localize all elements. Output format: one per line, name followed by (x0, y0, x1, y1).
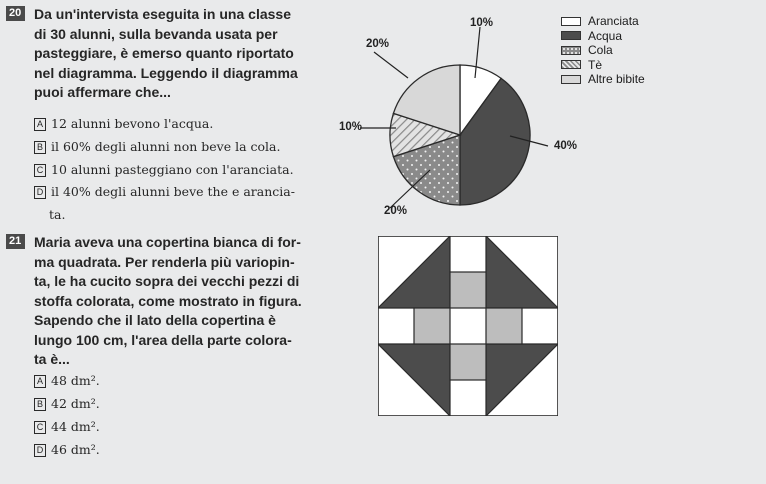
option-text: 12 alunni bevono l'acqua. (51, 116, 214, 131)
legend-item-altre-bibite (561, 72, 645, 87)
stem-line: Da un'intervista eseguita in una classe (34, 6, 291, 22)
option-d[interactable] (34, 438, 100, 461)
option-b[interactable] (34, 392, 100, 415)
pie-label-acqua: 40% (554, 140, 578, 152)
option-text: 48 dm². (51, 373, 100, 388)
option-letter: D (34, 444, 46, 457)
pie-label-te: 10% (339, 121, 363, 133)
question-20-number: 20 (6, 6, 25, 21)
stem-line: pasteggiare, è emerso quanto riportato (34, 45, 294, 61)
legend-item-cola (561, 43, 645, 58)
stem-line: stoffa colorata, come mostrato in figura. (34, 292, 302, 309)
stem-line: Maria aveva una copertina bianca di for- (34, 234, 301, 250)
chart-legend (561, 14, 645, 87)
pie-slices (390, 65, 530, 205)
swatch-dotted-icon (561, 46, 581, 55)
option-d[interactable] (34, 181, 295, 227)
stem-line: puoi affermare che... (34, 84, 171, 100)
option-text-continuation: ta. (49, 207, 66, 223)
quilt-square (450, 272, 486, 308)
option-letter: C (34, 421, 46, 434)
swatch-hatched-icon (561, 60, 581, 69)
swatch-light-icon (561, 75, 581, 84)
stem-line: ma quadrata. Per renderla più variopin- (34, 253, 295, 270)
option-b[interactable] (34, 136, 295, 159)
swatch-dark-icon (561, 31, 581, 40)
quilt-square (486, 308, 522, 344)
legend-item-aranciata (561, 14, 645, 29)
option-letter: A (34, 118, 46, 131)
option-letter: A (34, 375, 46, 388)
option-letter: B (34, 398, 46, 411)
stem-line: ta, le ha cucito sopra dei vecchi pezzi di (34, 273, 300, 289)
option-letter: D (34, 186, 46, 199)
legend-label: Tè (588, 57, 603, 72)
quilt-square (414, 308, 450, 344)
option-text: 10 alunni pasteggiano con l'aranciata. (51, 161, 294, 177)
stem-line: ta è... (34, 351, 70, 367)
stem-line: Sapendo che il lato della copertina è (34, 312, 276, 328)
question-21-number: 21 (6, 234, 25, 249)
option-text: 42 dm². (51, 396, 100, 411)
pie-label-cola: 20% (384, 205, 408, 217)
question-20-options (34, 113, 295, 227)
stem-line: nel diagramma. Leggendo il diagramma (34, 64, 298, 81)
legend-label: Cola (588, 43, 613, 58)
swatch-white-icon (561, 17, 581, 26)
question-20-stem (34, 5, 298, 103)
option-a[interactable] (34, 369, 100, 392)
quilt-square (450, 344, 486, 380)
pie-chart (320, 10, 560, 230)
legend-label: Aranciata (588, 14, 639, 29)
option-text: il 40% degli alunni beve the e arancia- (51, 184, 295, 200)
option-c[interactable] (34, 159, 295, 182)
option-c[interactable] (34, 415, 100, 438)
pie-label-aranciata: 10% (470, 17, 494, 29)
option-text: 44 dm². (51, 419, 100, 434)
option-text: 46 dm². (51, 442, 100, 457)
legend-label: Acqua (588, 28, 623, 43)
quilt-background (378, 236, 558, 416)
quilt-figure (378, 236, 558, 416)
option-letter: B (34, 141, 46, 154)
option-a[interactable] (34, 113, 295, 136)
legend-label: Altre bibite (588, 72, 645, 87)
question-21-stem (34, 233, 302, 370)
legend-item-te (561, 58, 645, 73)
legend-item-acqua (561, 29, 645, 44)
option-text: il 60% degli alunni non beve la cola. (51, 138, 281, 154)
option-letter: C (34, 164, 46, 177)
stem-line: lungo 100 cm, l'area della parte colora- (34, 331, 292, 348)
question-21-options (34, 369, 100, 461)
leader-line (374, 52, 408, 78)
stem-line: di 30 alunni, sulla bevanda usata per (34, 25, 278, 42)
pie-label-altre-bibite: 20% (366, 38, 390, 50)
